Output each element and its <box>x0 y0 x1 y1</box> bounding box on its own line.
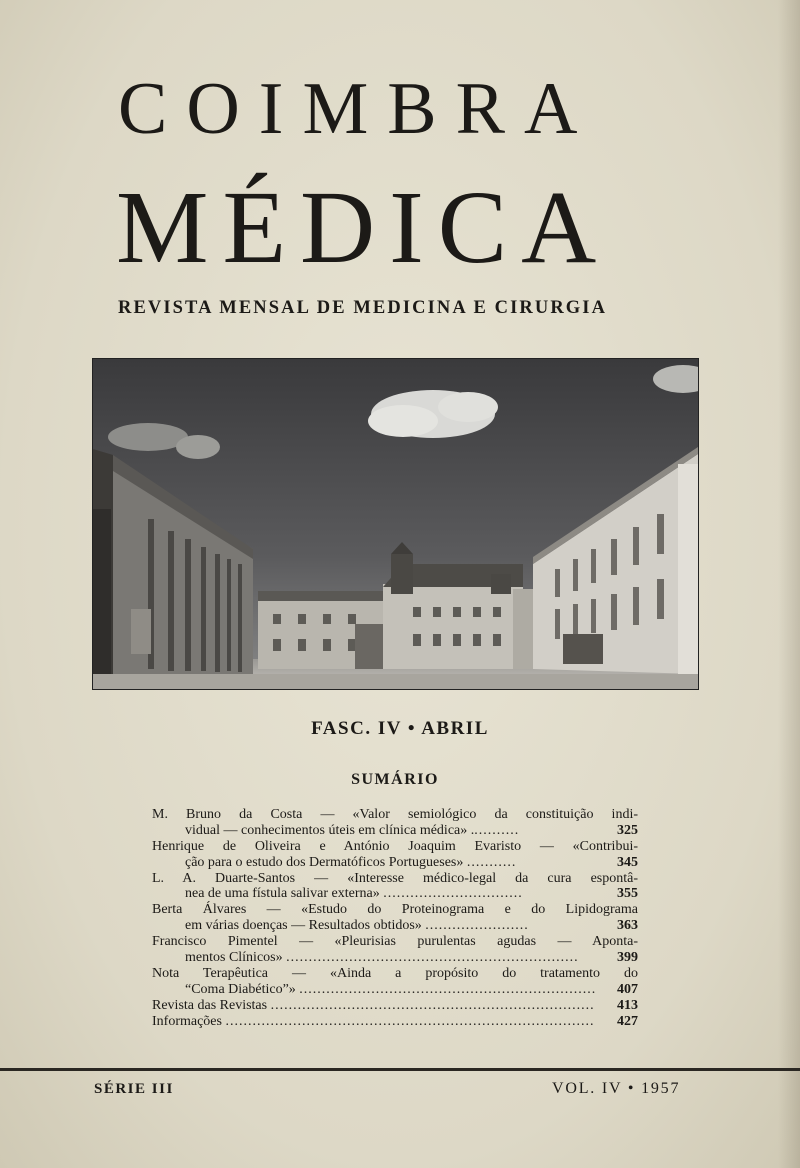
toc-line: “Coma Diabético”» .................................................................. 407 <box>185 981 638 997</box>
toc-line: vidual — conhecimentos úteis em clínica médica» ........... 325 <box>185 822 638 838</box>
toc-page-number: 399 <box>617 950 638 966</box>
toc-line: Revista das Revistas ........................................................................ 413 <box>152 997 638 1013</box>
toc-line: em várias doenças — Resultados obtidos» ....................... 363 <box>185 918 638 934</box>
toc-text: Berta Álvares — «Estudo do Proteinograma e do Lipidograma <box>152 902 638 918</box>
toc-page-number: 413 <box>617 997 638 1013</box>
toc-text: ção para o estudo dos Dermatóficos Portugueses» <box>185 854 467 870</box>
toc-page-number: 345 <box>617 854 638 870</box>
university-courtyard-photo <box>92 358 699 690</box>
page-edge-shadow <box>778 0 800 1168</box>
series-label: SÉRIE III <box>94 1081 174 1097</box>
toc-text: Francisco Pimentel — «Pleurisias purulentas agudas — Aponta- <box>152 934 638 950</box>
subtitle: REVISTA MENSAL DE MEDICINA E CIRURGIA <box>118 298 608 318</box>
toc-text: Nota Terapêutica — «Ainda a propósito do tratamento do <box>152 965 638 981</box>
contents-heading: SUMÁRIO <box>351 771 439 788</box>
toc-text: L. A. Duarte-Santos — «Interesse médico-legal da cura espontâ- <box>152 870 638 886</box>
toc-text: nea de uma fístula salivar externa» <box>185 886 384 902</box>
toc-line: mentos Clínicos» ................................................................. 399 <box>185 950 638 966</box>
toc-page-number: 407 <box>617 981 638 997</box>
toc-text: “Coma Diabético”» <box>185 981 300 997</box>
toc-text: Henrique de Oliveira e António Joaquim Evaristo — «Contribui- <box>152 838 638 854</box>
issue-label: FASC. IV • ABRIL <box>311 718 489 739</box>
toc-line <box>152 871 638 887</box>
toc-line: ção para o estudo dos Dermatóficos Portugueses» ........... 345 <box>185 854 638 870</box>
table-of-contents <box>152 807 638 1029</box>
volume-label: VOL. IV • 1957 <box>552 1080 681 1097</box>
toc-line <box>152 902 638 918</box>
title-line-1: COIMBRA <box>118 68 597 150</box>
toc-text: M. Bruno da Costa — «Valor semiológico da constituição indi- <box>152 807 638 822</box>
toc-text: mentos Clínicos» <box>185 950 287 966</box>
toc-page-number: 363 <box>617 918 638 934</box>
toc-line: Informações .................................................................................. 427 <box>152 1013 638 1029</box>
toc-page-number: 325 <box>617 822 638 838</box>
title-line-2: MÉDICA <box>116 170 611 285</box>
footer-rule <box>0 1068 800 1071</box>
toc-page-number: 427 <box>617 1013 638 1029</box>
toc-line: nea de uma fístula salivar externa» ............................... 355 <box>185 886 638 902</box>
toc-text: em várias doenças — Resultados obtidos» <box>185 918 426 934</box>
toc-line <box>152 839 638 855</box>
toc-text: vidual — conhecimentos úteis em clínica médica» . <box>185 822 475 838</box>
toc-line <box>152 966 638 982</box>
toc-text: Informações <box>152 1013 226 1029</box>
toc-line <box>152 934 638 950</box>
toc-page-number: 355 <box>617 886 638 902</box>
toc-text: Revista das Revistas <box>152 997 271 1013</box>
toc-line <box>152 807 638 823</box>
